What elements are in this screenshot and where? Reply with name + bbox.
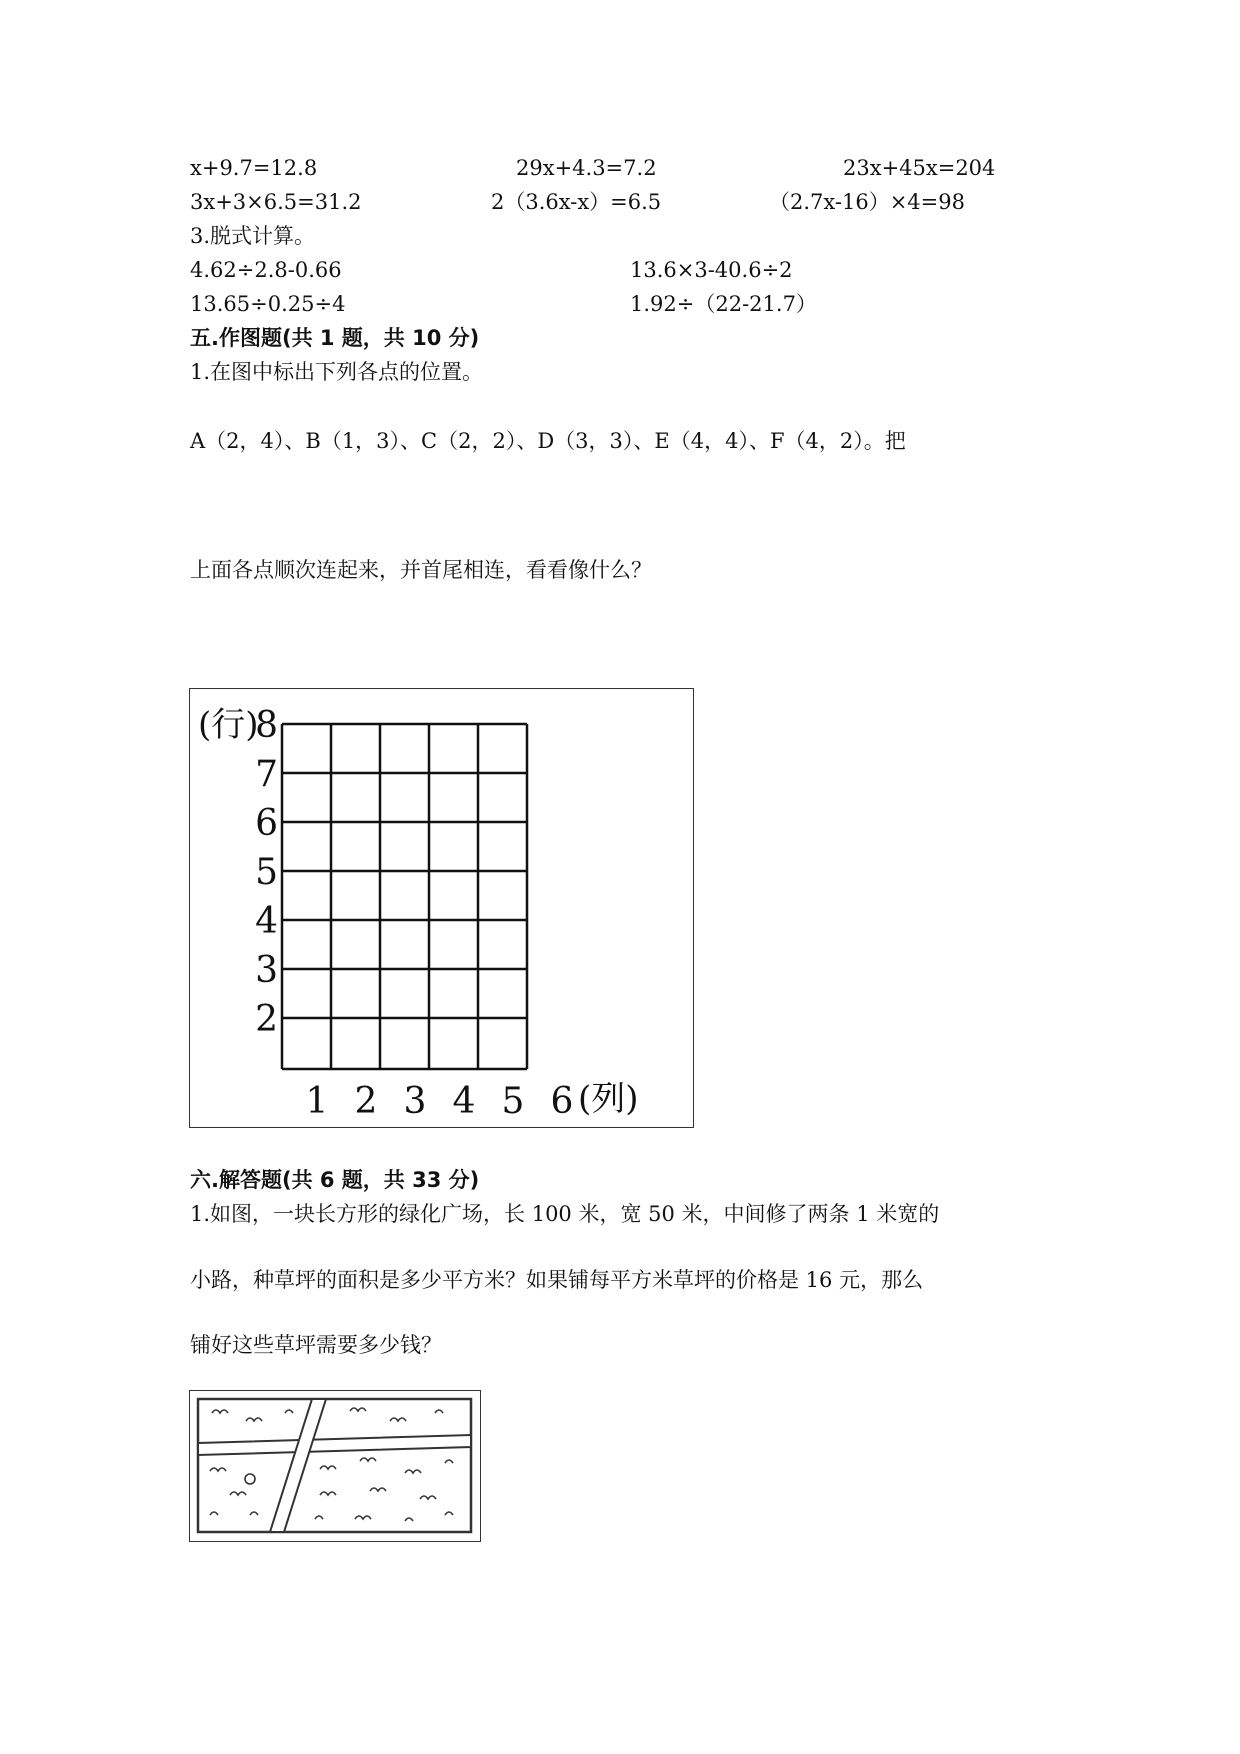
section5-heading: 五.作图题(共 1 题，共 10 分) — [190, 326, 480, 350]
col-number: 5 — [501, 1081, 525, 1122]
step-calc-item: 13.65÷0.25÷4 — [190, 292, 346, 316]
section5-q1-intro: 1.在图中标出下列各点的位置。 — [190, 360, 484, 384]
col-number: 1 — [305, 1081, 329, 1122]
step-calc-item: 4.62÷2.8-0.66 — [190, 258, 342, 282]
row-number: 5 — [255, 852, 278, 893]
col-number: 3 — [403, 1081, 427, 1122]
row-number: 7 — [255, 754, 278, 795]
section6-q1-line: 小路，种草坪的面积是多少平方米？如果铺每平方米草坪的价格是 16 元，那么 — [190, 1268, 924, 1292]
step-calc-item: 1.92÷（22-21.7） — [630, 292, 817, 316]
park-illustration — [190, 1391, 479, 1540]
row-number: 6 — [255, 803, 278, 844]
col-number: 2 — [354, 1081, 378, 1122]
step-calc-title: 3.脱式计算。 — [190, 224, 316, 248]
col-number: 4 — [452, 1081, 476, 1122]
equation-1: x+9.7=12.8 — [190, 156, 318, 180]
park-picture — [189, 1390, 481, 1542]
section5-q1-points: A（2，4）、B（1，3）、C（2，2）、D（3，3）、E（4，4）、F（4，2）。把 — [190, 429, 906, 453]
coordinate-grid — [190, 689, 692, 1126]
row-number: 4 — [255, 901, 278, 942]
equation-4: 3x+3×6.5=31.2 — [190, 190, 362, 214]
row-number: 2 — [255, 999, 278, 1040]
section6-q1-line: 1.如图，一块长方形的绿化广场，长 100 米，宽 50 米，中间修了两条 1 米宽的 — [190, 1202, 940, 1226]
grid-lines — [282, 724, 527, 1069]
row-number: 8 — [255, 705, 278, 746]
col-axis-label: (列) — [578, 1079, 639, 1119]
equation-6: （2.7x-16）×4=98 — [769, 190, 965, 214]
row-number: 3 — [255, 950, 278, 991]
section6-heading: 六.解答题(共 6 题，共 33 分) — [190, 1168, 480, 1192]
equation-2: 29x+4.3=7.2 — [516, 156, 657, 180]
equation-3: 23x+45x=204 — [843, 156, 996, 180]
row-axis-label: (行) — [198, 705, 259, 745]
section5-q1-question: 上面各点顺次连起来，并首尾相连，看看像什么？ — [190, 558, 652, 582]
step-calc-item: 13.6×3-40.6÷2 — [630, 258, 793, 282]
equation-5: 2（3.6x-x）=6.5 — [491, 190, 662, 214]
col-number: 6 — [550, 1081, 574, 1122]
coordinate-grid-figure — [189, 688, 694, 1128]
section6-q1-line: 铺好这些草坪需要多少钱？ — [190, 1333, 442, 1357]
